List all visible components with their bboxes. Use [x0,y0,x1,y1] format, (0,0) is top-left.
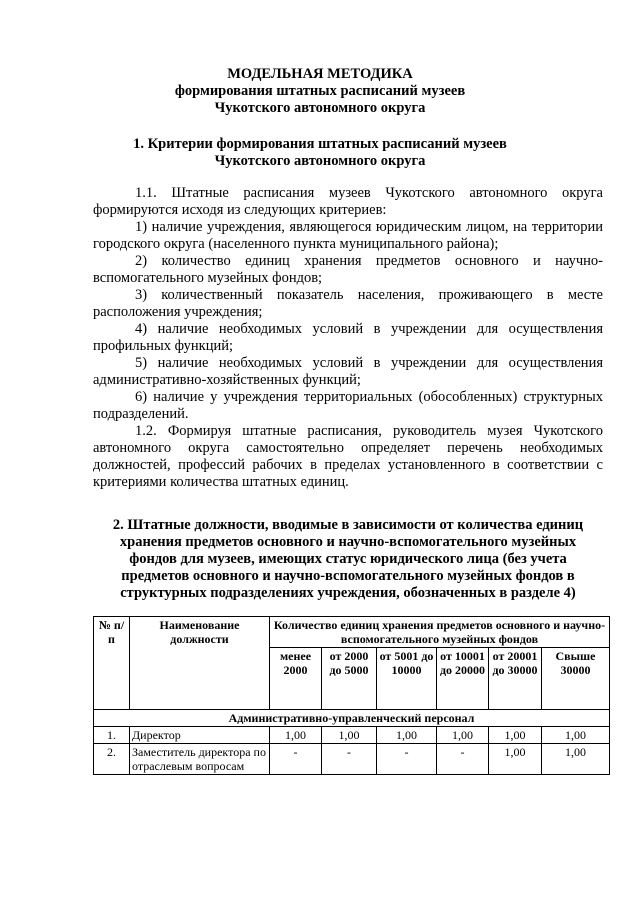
paragraph-1-1: 1.1. Штатные расписания музеев Чукотского автономного округа формируются исходя из следующих критериев: [93,185,603,218]
header-range: от 20001 до 30000 [489,648,542,710]
table-row [94,727,610,744]
table-row [94,744,610,775]
section-2-heading-line-4: предметов основного и научно-вспомогательного музейных фондов в [121,568,575,584]
row-number: 1. [94,727,130,744]
row-position-name: Заместитель директора по отраслевым вопросам [130,744,270,775]
row-value: - [377,744,437,775]
criterion-4: 4) наличие необходимых условий в учреждении для осуществления профильных функций; [93,321,603,354]
row-value: 1,00 [322,727,377,744]
criterion-1: 1) наличие учреждения, являющегося юридическим лицом, на территории городского округа (населенного пункта муниципального района); [93,219,603,252]
row-value: - [437,744,489,775]
section-2-heading-line-3: фондов для музеев, имеющих статус юридического лица (без учета [129,551,567,567]
row-value: 1,00 [489,727,542,744]
row-value: 1,00 [437,727,489,744]
section-2-heading-line-1: 2. Штатные должности, вводимые в зависимости от количества единиц [112,517,584,533]
category-row: Административно-управленческий персонал [94,710,610,727]
section-2-heading-line-5: структурных подразделениях учреждения, обозначенных в разделе 4) [120,585,576,601]
criterion-5: 5) наличие необходимых условий в учреждении для осуществления административно-хозяйственных функций; [93,355,603,388]
paragraph-1-2: 1.2. Формируя штатные расписания, руководитель музея Чукотского автономного округа самостоятельно определяет перечень необходимых должностей, профессий рабочих в пределах установленного в соответствии с критериями количества штатных единиц. [93,423,603,490]
row-value: 1,00 [489,744,542,775]
criterion-3: 3) количественный показатель населения, проживающего в месте расположения учреждения; [93,287,603,320]
row-value: 1,00 [377,727,437,744]
section-1-heading-line-1: 1. Критерии формирования штатных расписаний музеев [133,136,507,152]
row-position-name: Директор [130,727,270,744]
row-value: - [322,744,377,775]
header-range: от 10001 до 20000 [437,648,489,710]
row-value: 1,00 [270,727,322,744]
header-range: менее 2000 [270,648,322,710]
criterion-2: 2) количество единиц хранения предметов основного и научно-вспомогательного музейных фондов; [93,253,603,286]
row-value: 1,00 [542,744,610,775]
row-value: 1,00 [542,727,610,744]
row-number: 2. [94,744,130,775]
document-subtitle-line-2: Чукотского автономного округа [214,100,426,116]
document-title: МОДЕЛЬНАЯ МЕТОДИКА [227,66,413,82]
header-number: № п/п [94,617,130,710]
section-1-heading-line-2: Чукотского автономного округа [214,153,426,169]
header-storage-units-group: Количество единиц хранения предметов основного и научно-вспомогательного музейных фондов [270,617,610,648]
staffing-table [93,616,610,775]
header-range: Свыше 30000 [542,648,610,710]
header-position-name: Наименование должности [130,617,270,710]
criterion-6: 6) наличие у учреждения территориальных (обособленных) структурных подразделений. [93,389,603,422]
section-2-heading-line-2: хранения предметов основного и научно-вспомогательного музейных [119,534,577,550]
header-range: от 5001 до 10000 [377,648,437,710]
row-value: - [270,744,322,775]
header-range: от 2000 до 5000 [322,648,377,710]
document-subtitle-line-1: формирования штатных расписаний музеев [174,83,466,99]
